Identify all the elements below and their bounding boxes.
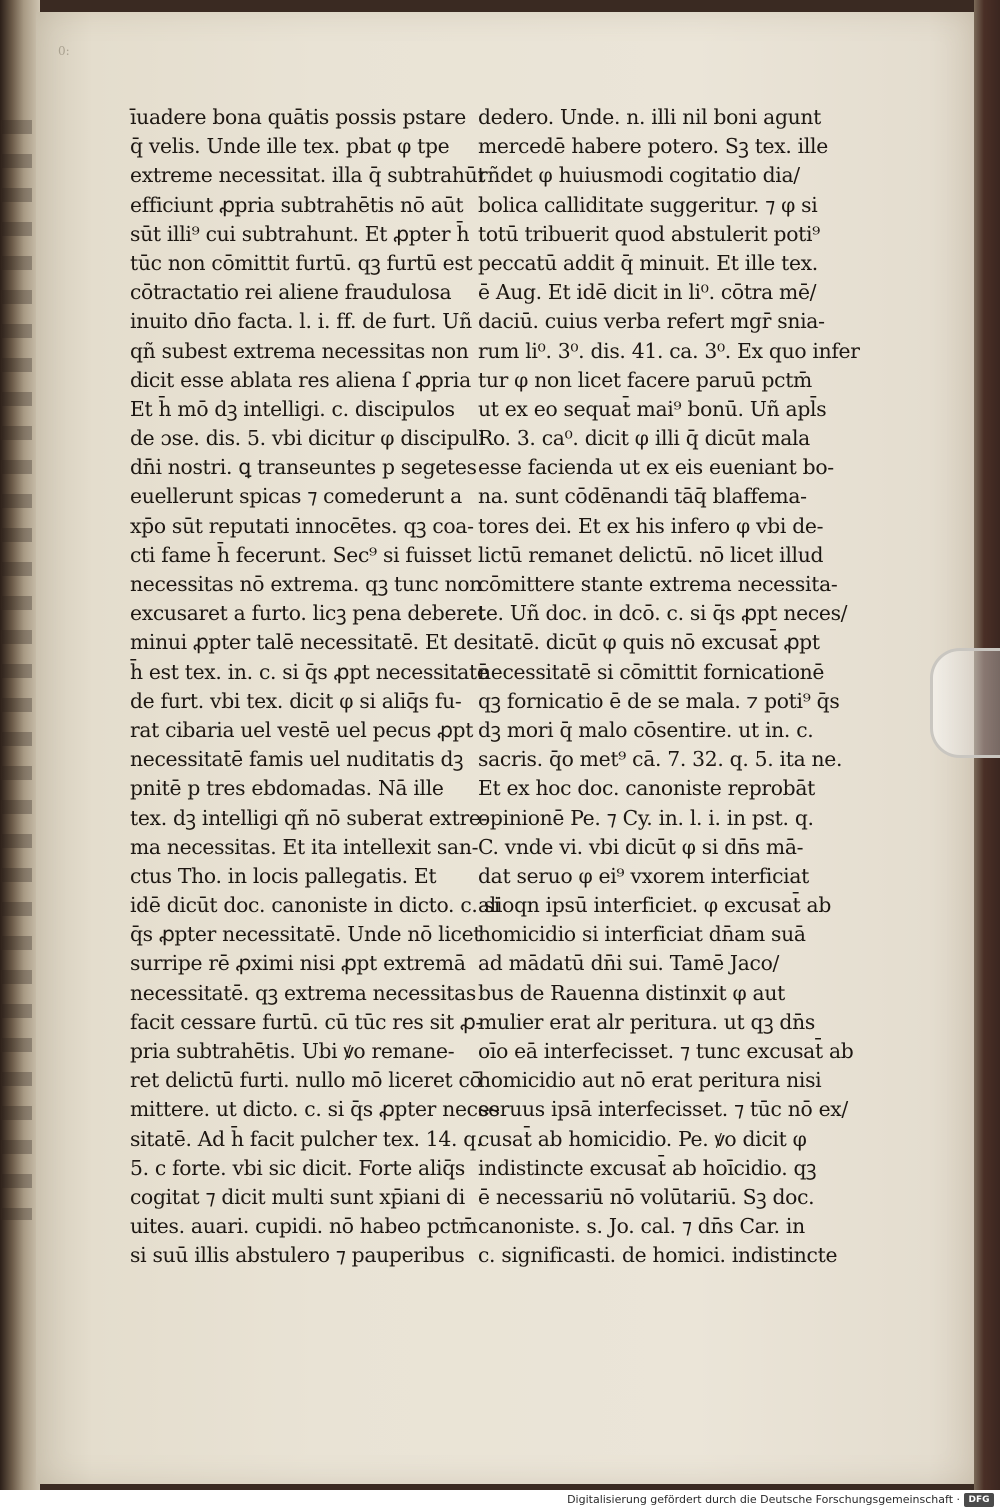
text-line: te. Uñ doc. in dcō. c. si q̄s ꝓpt neces/ bbox=[478, 601, 848, 626]
text-line: uites. auari. cupidi. nō habeo pctm̄ bbox=[130, 1214, 478, 1239]
text-line: C. vnde vi. vbi dicūt φ si dn̄s mā- bbox=[478, 834, 804, 859]
text-line: canoniste. s. Jo. cal. ⁊ dn̄s Car. in bbox=[478, 1214, 805, 1239]
text-line: cusat̄ ab homicidio. Pe. ꝟo dicit φ bbox=[478, 1126, 807, 1151]
text-line: extreme necessitat. illa q̄ subtrahūt bbox=[130, 163, 486, 188]
text-line: de ɔse. dis. 5. vbi dicitur φ discipuli bbox=[130, 426, 485, 451]
text-line: c. significasti. de homici. indistincte bbox=[478, 1243, 838, 1268]
left-text-column bbox=[130, 103, 500, 1271]
text-line: mittere. ut dicto. c. si q̄s ꝓpter neces bbox=[130, 1097, 500, 1122]
text-line: dat seruo φ ei⁹ vxorem interficiat bbox=[478, 863, 809, 888]
text-line: dedero. Unde. n. illi nil boni agunt bbox=[478, 105, 822, 129]
text-line: ret delictū furti. nullo mō liceret cō bbox=[130, 1068, 482, 1093]
text-line: cōmittere stante extrema necessita- bbox=[478, 572, 838, 596]
text-line: lictū remanet delictū. nō licet illud bbox=[478, 542, 824, 567]
text-line: sitatē. dicūt φ quis nō excusat̄ ꝓpt bbox=[478, 630, 820, 655]
text-line: si suū illis abstulero ⁊ pauperibus bbox=[130, 1243, 465, 1268]
text-line: sūt illi⁹ cui subtrahunt. Et ꝓpter h̄ bbox=[130, 221, 470, 246]
text-line: necessitatē si cōmittit fornicationē bbox=[478, 659, 825, 684]
text-line: mulier erat alr peritura. ut qꝫ dn̄s bbox=[478, 1009, 815, 1034]
text-line: sitatē. Ad h̄ facit pulcher tex. 14. q. bbox=[130, 1126, 483, 1151]
text-line: na. sunt cōdēnandi tāq̄ blaffema- bbox=[478, 484, 807, 509]
text-line: Ro. 3. ca⁰. dicit φ illi q̄ dicūt mala bbox=[478, 426, 810, 451]
text-line: excusaret a furto. licꝫ pena deberet bbox=[130, 601, 486, 626]
text-line: pria subtrahētis. Ubi ꝟo remane- bbox=[130, 1039, 455, 1063]
text-line: ē necessariū nō volūtariū. Sꝫ doc. bbox=[478, 1184, 815, 1209]
text-line: tex. dꝫ intelligi qñ nō suberat extre- bbox=[130, 805, 488, 830]
text-line: cōtractatio rei aliene fraudulosa bbox=[130, 280, 452, 305]
text-line: dꝫ mori q̄ malo cōsentire. ut in. c. bbox=[478, 717, 814, 742]
text-line: qꝫ fornicatio ē de se mala. ⁊ poti⁹ q̄s bbox=[478, 688, 840, 713]
text-line: minui ꝓpter talē necessitatē. Et de bbox=[130, 630, 478, 655]
text-line: tūc non cōmittit furtū. qꝫ furtū est bbox=[130, 250, 473, 275]
text-line: ma necessitas. Et ita intellexit san- bbox=[130, 834, 479, 859]
text-line: facit cessare furtū. cū tūc res sit ꝓ- bbox=[130, 1009, 482, 1034]
text-line: xp̄o sūt reputati innocētes. qꝫ coa- bbox=[130, 513, 474, 538]
text-line: tores dei. Et ex his infero φ vbi de- bbox=[478, 513, 824, 538]
text-line: tur φ non licet facere paruū pctm̄ bbox=[478, 367, 812, 392]
text-line: sacris. q̄o met⁹ cā. 7. 32. q. 5. ita ne. bbox=[478, 747, 843, 772]
text-line: īuadere bona quātis possis pstare bbox=[130, 105, 466, 129]
text-line: ut ex eo sequat̄ mai⁹ bonū. Uñ apl̄s bbox=[478, 396, 827, 421]
text-line: de furt. vbi tex. dicit φ si aliq̄s fu- bbox=[130, 688, 462, 713]
text-line: cogitat ⁊ dicit multi sunt xp̄iani di bbox=[130, 1184, 465, 1209]
funding-credit: Digitalisierung gefördert durch die Deutsche Forschungsgemeinschaft · bbox=[567, 1493, 960, 1506]
text-line: daciū. cuius verba refert mgr̄ snia- bbox=[478, 309, 825, 334]
text-line: q̄ velis. Unde ille tex. pbat φ tpe bbox=[130, 134, 450, 159]
text-line: seruus ipsā interfecisset. ⁊ tūc nō ex/ bbox=[478, 1097, 848, 1122]
facing-page-bleed bbox=[2, 120, 32, 1220]
text-line: peccatū addit q̄ minuit. Et ille tex. bbox=[478, 250, 818, 275]
text-line: bus de Rauenna distinxit φ aut bbox=[478, 980, 785, 1005]
text-line: necessitas nō extrema. qꝫ tunc non bbox=[130, 572, 483, 596]
text-line: totū tribuerit quod abstulerit poti⁹ bbox=[478, 221, 820, 246]
text-line: efficiunt ꝓpria subtrahētis nō aūt bbox=[130, 192, 464, 217]
text-line: Et h̄ mō dꝫ intelligi. c. discipulos bbox=[130, 396, 455, 421]
text-line: qñ subest extrema necessitas non bbox=[130, 338, 469, 363]
text-line: idē dicūt doc. canoniste in dicto. c. si bbox=[130, 893, 500, 918]
text-line: 5. c forte. vbi sic dicit. Forte aliq̄s bbox=[130, 1155, 466, 1180]
dfg-logo: DFG bbox=[964, 1493, 994, 1507]
text-line: dicit esse ablata res aliena ſ ꝓpria bbox=[130, 367, 471, 392]
text-line: inuito dn̄o facta. l. i. ff. de furt. Uñ bbox=[130, 309, 472, 334]
text-line: Et ex hoc doc. canoniste reprobāt bbox=[478, 776, 816, 801]
text-line: homicidio si interficiat dn̄am suā bbox=[478, 922, 806, 947]
text-line: rñdet φ huiusmodi cogitatio dia/ bbox=[478, 163, 800, 188]
footer-bar bbox=[0, 1490, 1000, 1510]
text-line: pnitē p tres ebdomadas. Nā ille bbox=[130, 776, 444, 801]
text-line: esse facienda ut ex eis eueniant bo- bbox=[478, 455, 834, 480]
text-line: dn̄i nostri. ꝗ transeuntes p segetes bbox=[130, 455, 477, 480]
text-line: indistincte excusat̄ ab hoīcidio. qꝫ bbox=[478, 1155, 817, 1180]
text-line: rum li⁰. 3⁰. dis. 41. ca. 3⁰. Ex quo infer bbox=[478, 338, 860, 363]
text-line: surripe rē ꝓximi nisi ꝓpt extremā bbox=[130, 951, 466, 976]
text-line: bolica calliditate suggeritur. ⁊ φ si bbox=[478, 192, 818, 217]
text-line: necessitatē famis uel nuditatis dꝫ bbox=[130, 747, 464, 772]
text-line: opinionē Pe. ⁊ Cy. in. l. i. in pst. q. bbox=[478, 805, 814, 830]
text-line: rat cibaria uel vestē uel pecus ꝓpt bbox=[130, 717, 474, 742]
pencil-mark: 0: bbox=[58, 44, 70, 58]
right-text-column bbox=[478, 103, 860, 1271]
text-line: q̄s ꝓpter necessitatē. Unde nō licet bbox=[130, 922, 482, 947]
text-line: h̄ est tex. in. c. si q̄s ꝓpt necessitatē bbox=[130, 659, 489, 684]
text-line: cti fame h̄ fecerunt. Sec⁹ si fuisset bbox=[130, 542, 472, 567]
page-clip bbox=[930, 648, 1000, 758]
text-line: oīo eā interfecisset. ⁊ tunc excusat̄ ab bbox=[478, 1039, 854, 1063]
text-line: mercedē habere potero. Sꝫ tex. ille bbox=[478, 134, 828, 159]
text-line: euellerunt spicas ⁊ comederunt a bbox=[130, 484, 462, 509]
text-line: alioqn ipsū interficiet. φ excusat̄ ab bbox=[478, 893, 832, 918]
text-line: ē Aug. Et idē dicit in li⁰. cōtra mē/ bbox=[478, 280, 817, 305]
text-line: necessitatē. qꝫ extrema necessitas bbox=[130, 980, 477, 1005]
text-line: ad mādatū dn̄i sui. Tamē Jaco/ bbox=[478, 951, 780, 976]
text-line: homicidio aut nō erat peritura nisi bbox=[478, 1068, 822, 1093]
text-line: ctus Tho. in locis pallegatis. Et bbox=[130, 863, 437, 888]
